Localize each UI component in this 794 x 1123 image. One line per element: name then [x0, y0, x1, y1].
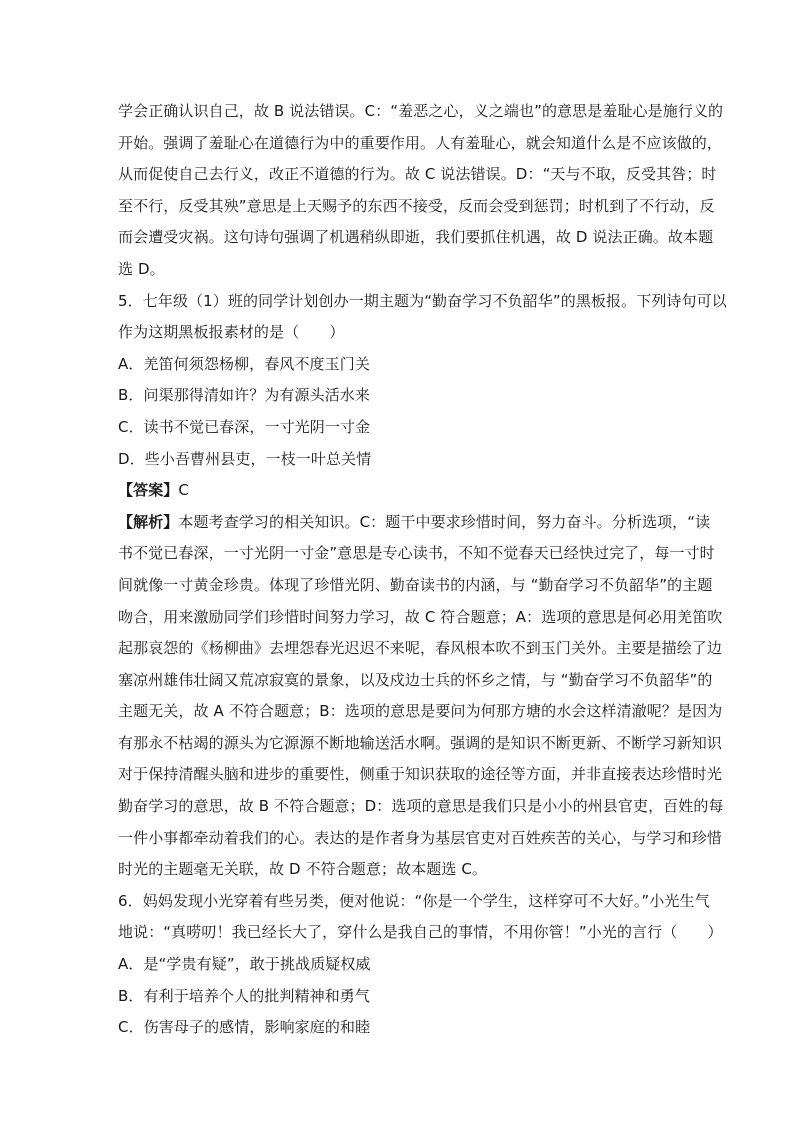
analysis-line: 塞凉州雄伟壮阔又荒凉寂寞的景象，以及戍边士兵的怀乡之情，与 “勤奋学习不负韶华”的: [118, 670, 713, 689]
analysis-line: 有那永不枯竭的源头为它源源不断地输送活水啊。强调的是知识不断更新、不断学习新知识: [118, 733, 723, 752]
analysis-line: 勤奋学习的意思，故 B 不符合题意；D：选项的意思是我们只是小小的州县官吏，百姓的每: [118, 797, 724, 816]
answer-line: [118, 475, 680, 507]
analysis-line: [118, 507, 711, 539]
question-6-stem: 6．妈妈发现小光穿着有些另类，便对他说：“你是一个学生，这样穿可不大好。”小光生气: [118, 891, 710, 910]
answer-value: C: [178, 481, 189, 500]
question-5-stem: 5．七年级（1）班的同学计划创办一期主题为“勤奋学习不负韶华”的黑板报。下列诗句可以: [118, 291, 727, 310]
analysis-line: 间就像一寸黄金珍贵。体现了珍惜光阴、勤奋读书的内涵，与 “勤奋学习不负韶华”的主题: [118, 575, 713, 594]
question-5-option-d: D．些小吾曹州县吏，一枝一叶总关情: [118, 449, 372, 468]
analysis-line: 书不觉已春深，一寸光阴一寸金”意思是专心读书，不知不觉春天已经快过完了，每一寸时: [118, 544, 715, 563]
question-6-stem: 地说：“真唠叨！我已经长大了，穿什么是我自己的事情，不用你管！”小光的言行（ ）: [118, 923, 723, 942]
analysis-line: 起那哀怨的《杨柳曲》去埋怨春光迟迟不来呢，春风根本吹不到玉门关外。主要是描绘了边: [118, 639, 723, 658]
answer-label: 【答案】: [118, 481, 179, 500]
question-6-option-b: B．有利于培养个人的批判精神和勇气: [118, 986, 370, 1005]
question-5-option-b: B．问渠那得清如许？为有源头活水来: [118, 386, 370, 405]
text-line: 从而促使自己去行义，改正不道德的行为。故 C 说法错误。D：“天与不取，反受其咎；时: [118, 165, 717, 184]
analysis-line: 吻合，用来激励同学们珍惜时间努力学习，故 C 符合题意；A：选项的意思是何必用羌笛吹: [118, 607, 723, 626]
text-line: 选 D。: [118, 259, 165, 278]
analysis-label: 【解析】: [118, 512, 179, 531]
question-5-option-a: A．羌笛何须怨杨柳，春风不度玉门关: [118, 354, 370, 373]
question-6-option-a: A．是“学贵有疑”，敢于挑战质疑权威: [118, 955, 371, 974]
text-line: 学会正确认识自己，故 B 说法错误。C：“羞恶之心，义之端也”的意思是羞耻心是施行义的: [118, 102, 724, 120]
text-line: 开始。强调了羞耻心在道德行为中的重要作用。人有羞耻心，就会知道什么是不应该做的，: [118, 133, 723, 152]
text-line: 而会遭受灾祸。这句诗句强调了机遇稍纵即逝，我们要抓住机遇，故 D 说法正确。故本题: [118, 228, 714, 247]
text-line: 至不行，反受其殃”意思是上天赐予的东西不接受，反而会受到惩罚；时机到了不行动，反: [118, 196, 715, 215]
document-page: [118, 96, 727, 1044]
analysis-line: 主题无关，故 A 不符合题意；B：选项的意思是要问为何那方塘的水会这样清澈呢？是因为: [118, 702, 723, 721]
analysis-line: 对于保持清醒头脑和进步的重要性，侧重于知识获取的途径等方面，并非直接表达珍惜时光: [118, 765, 723, 784]
analysis-line: 一件小事都牵动着我们的心。表达的是作者身为基层官吏对百姓疾苦的关心，与学习和珍惜: [118, 828, 723, 847]
question-5-stem: 作为这期黑板报素材的是（ ）: [118, 323, 345, 342]
analysis-text: 本题考查学习的相关知识。C：题干中要求珍惜时间，努力奋斗。分析选项，“读: [178, 512, 711, 531]
analysis-line: 时光的主题毫无关联，故 D 不符合题意；故本题选 C。: [118, 860, 488, 879]
question-6-option-c: C．伤害母子的感情，影响家庭的和睦: [118, 1018, 371, 1037]
question-5-option-c: C．读书不觉已春深，一寸光阴一寸金: [118, 417, 371, 436]
